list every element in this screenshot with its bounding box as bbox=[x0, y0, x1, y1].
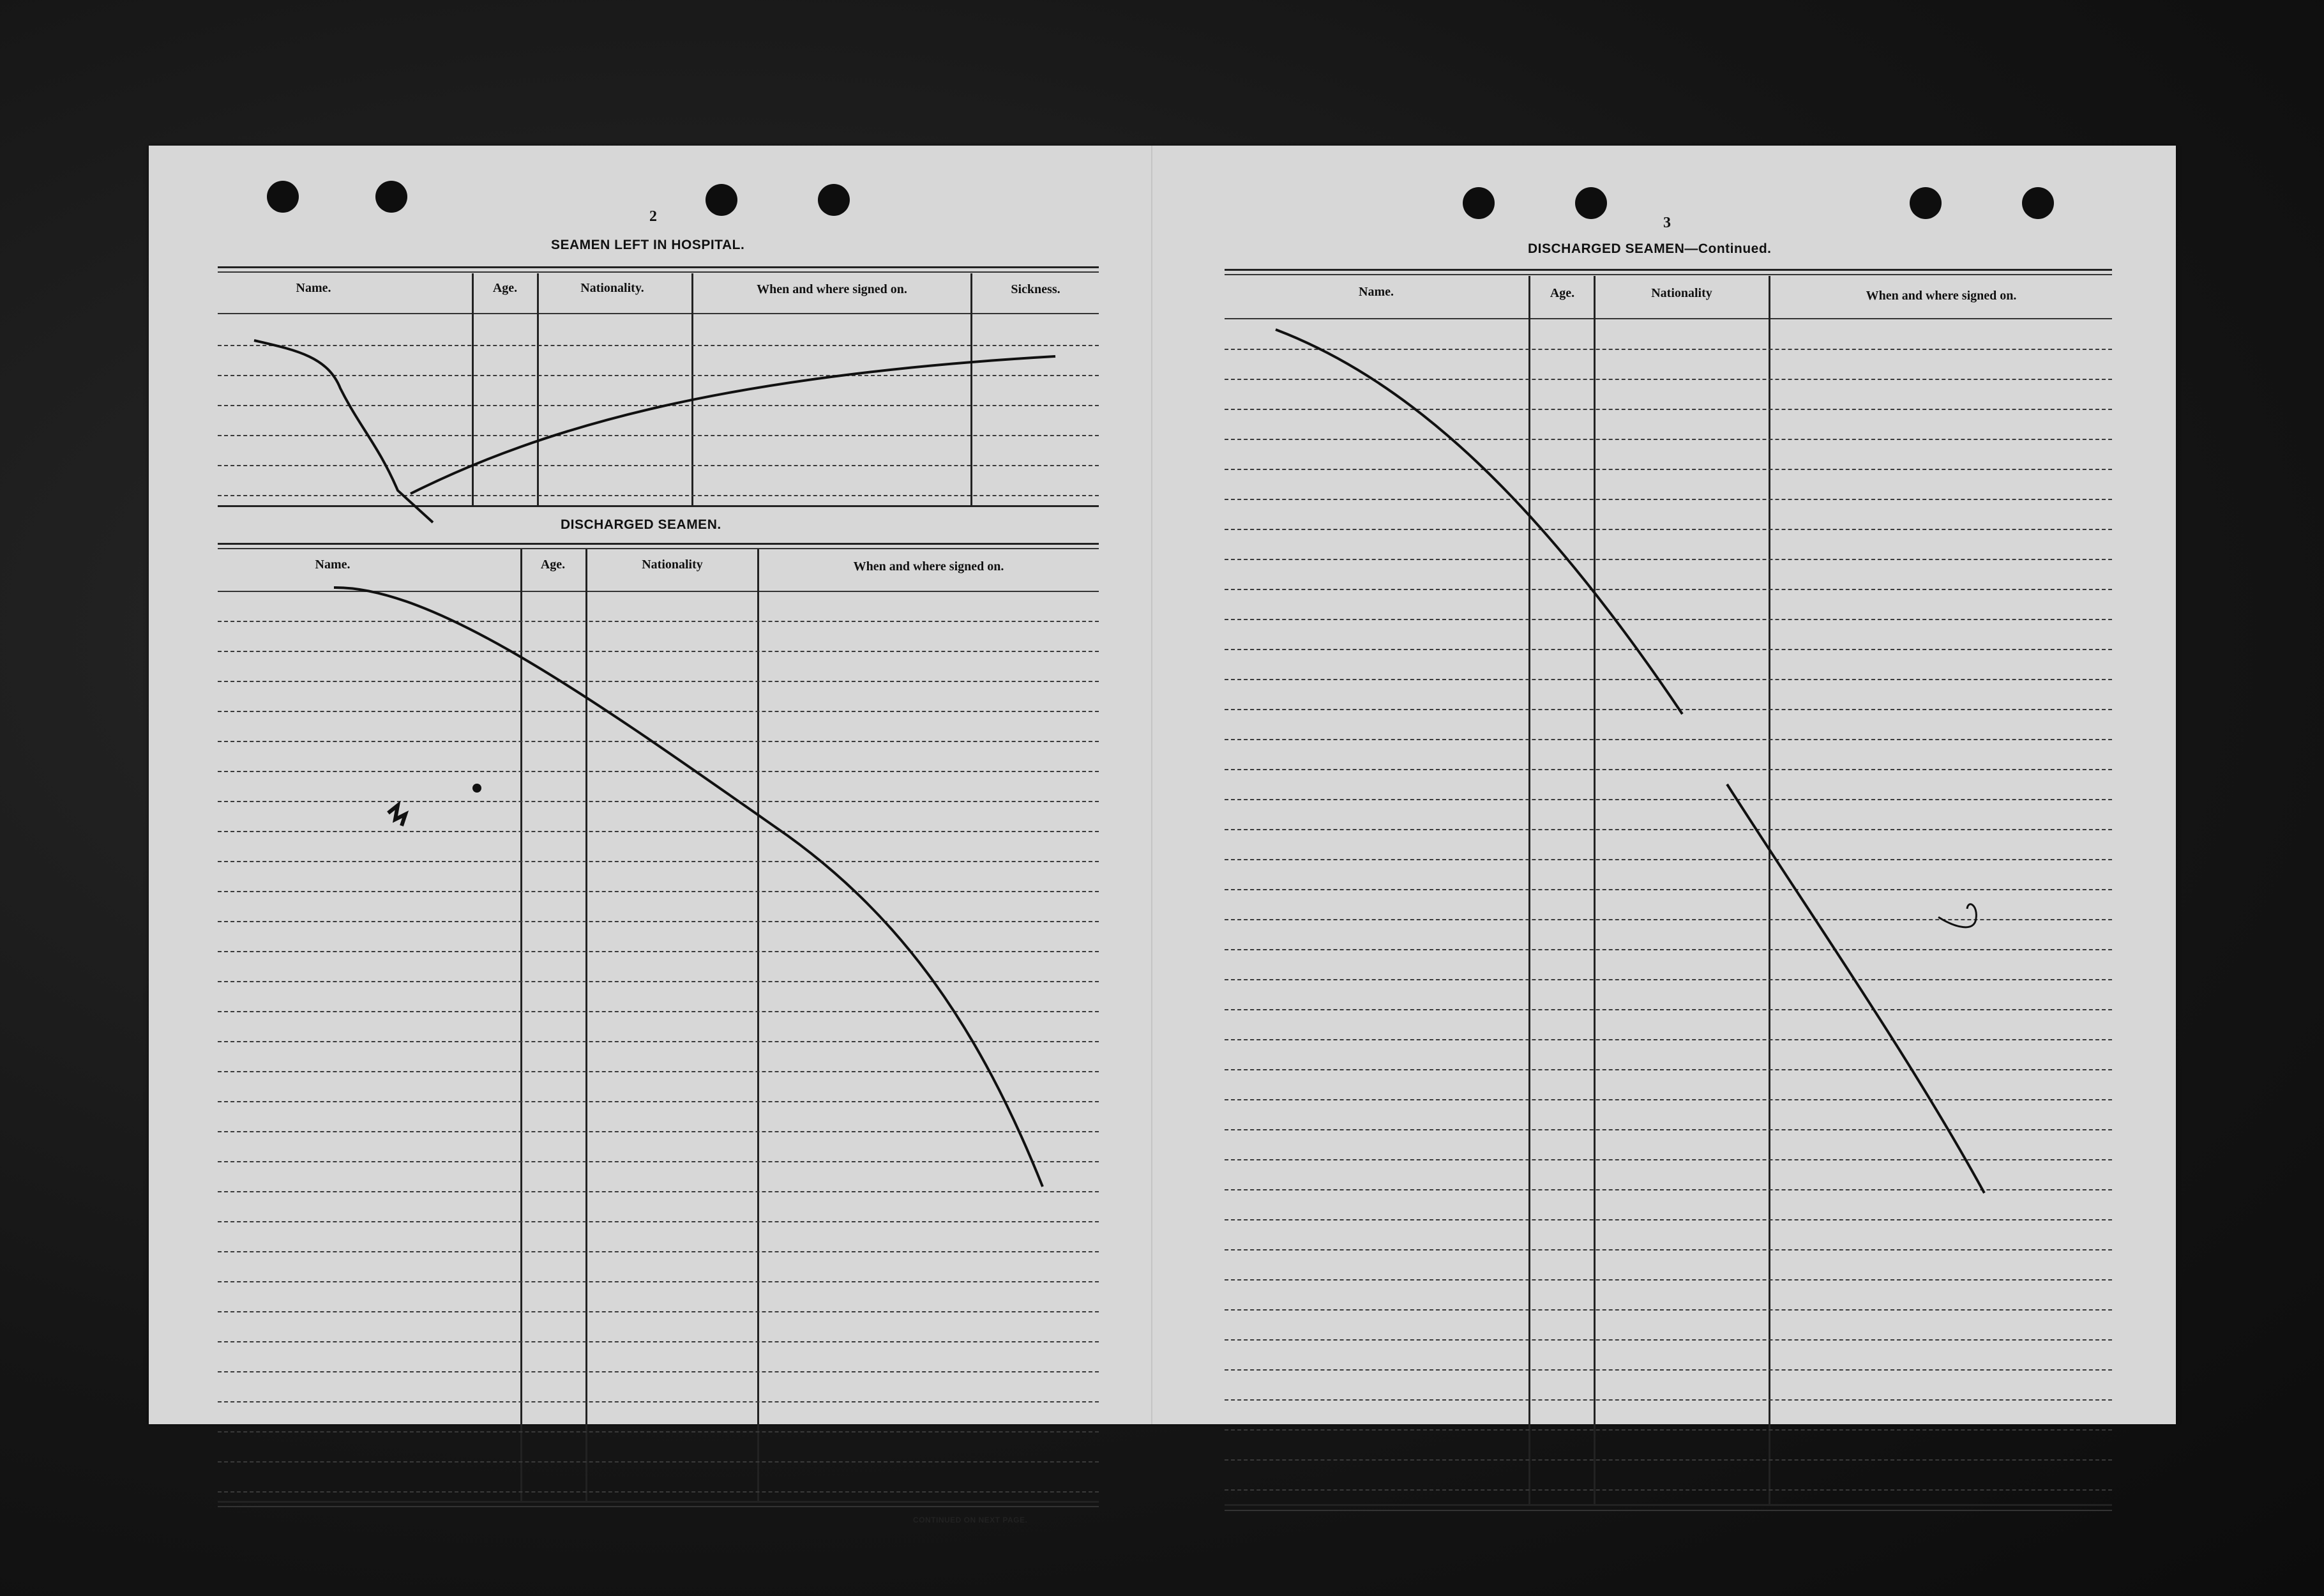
discharged-cancel-stroke bbox=[334, 588, 1043, 1187]
discharged-col-nationality: Nationality bbox=[642, 558, 703, 572]
entry-line bbox=[1225, 1489, 2112, 1491]
entry-line bbox=[218, 1431, 1099, 1433]
right-col-age: Age. bbox=[1550, 286, 1575, 300]
ink-mark bbox=[388, 805, 405, 826]
page-number-left: 2 bbox=[649, 208, 657, 225]
document-layout bbox=[149, 146, 2176, 1524]
entry-line bbox=[1225, 1459, 2112, 1461]
entry-line bbox=[218, 1491, 1099, 1493]
right-col-nationality: Nationality bbox=[1651, 286, 1712, 300]
right-col-signed-on: When and where signed on. bbox=[1866, 289, 2017, 303]
hospital-col-age: Age. bbox=[492, 281, 518, 295]
cancellation-strokes bbox=[149, 146, 2176, 1424]
discharged-continued-title: DISCHARGED SEAMEN—Continued. bbox=[1528, 241, 1772, 256]
continued-note: CONTINUED ON NEXT PAGE. bbox=[913, 1516, 1028, 1524]
hospital-col-name: Name. bbox=[296, 281, 331, 295]
entry-line bbox=[1225, 1429, 2112, 1431]
discharged-col-signed-on: When and where signed on. bbox=[853, 559, 1004, 574]
hospital-cancel-curve bbox=[411, 356, 1055, 494]
discharged-table-bottom-rule bbox=[218, 1501, 1099, 1503]
discharged-col-name: Name. bbox=[315, 558, 351, 572]
hospital-col-sickness: Sickness. bbox=[1011, 282, 1060, 296]
page-number-right: 3 bbox=[1663, 215, 1671, 231]
check-mark bbox=[1938, 904, 1976, 927]
hospital-cancel-stroke bbox=[254, 340, 433, 522]
right-cancel-stroke-lower bbox=[1727, 784, 1984, 1193]
right-table-bottom-rule bbox=[1225, 1504, 2112, 1506]
right-table-bottom-rule-2 bbox=[1225, 1510, 2112, 1511]
entry-line bbox=[218, 1461, 1099, 1463]
discharged-section-title: DISCHARGED SEAMEN. bbox=[561, 517, 721, 532]
discharged-col-age: Age. bbox=[540, 558, 566, 572]
hospital-section-title: SEAMEN LEFT IN HOSPITAL. bbox=[551, 238, 745, 252]
hospital-col-signed-on: When and where signed on. bbox=[757, 282, 907, 296]
right-col-name: Name. bbox=[1359, 285, 1394, 299]
discharged-table-bottom-rule-2 bbox=[218, 1506, 1099, 1507]
hospital-col-nationality: Nationality. bbox=[580, 281, 644, 295]
right-cancel-stroke-upper bbox=[1276, 330, 1682, 714]
ink-dot bbox=[472, 784, 481, 793]
